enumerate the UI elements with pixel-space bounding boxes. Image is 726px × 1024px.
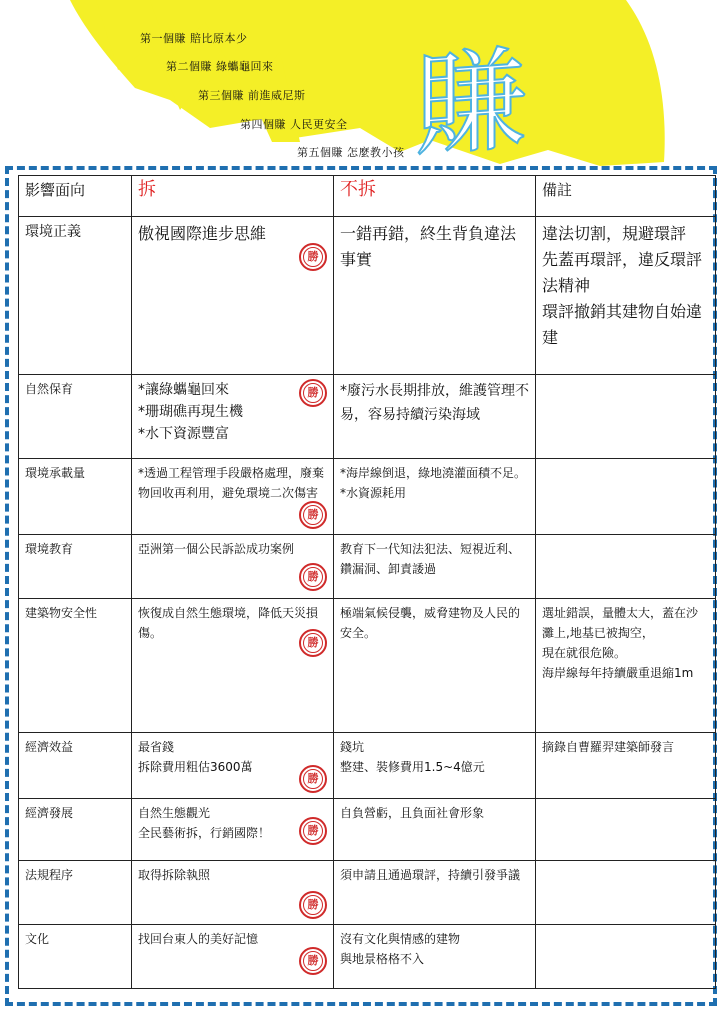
note-cell <box>536 535 716 599</box>
keep-cell: 自負營虧，且負面社會形象 <box>334 799 536 861</box>
earn-character: 賺 <box>415 35 527 173</box>
keep-cell: *海岸線倒退，綠地澆灌面積不足。 *水資源耗用 <box>334 459 536 535</box>
demolish-text: 取得拆除執照 <box>138 868 211 882</box>
table-row <box>19 861 716 925</box>
table-row <box>19 459 716 535</box>
stamp-label: 勝 <box>307 636 319 649</box>
note-cell <box>536 925 716 989</box>
keep-cell: 極端氣候侵襲，威脅建物及人民的安全。 <box>334 599 536 733</box>
stamp-label: 勝 <box>307 824 319 837</box>
table-header-row <box>19 176 716 217</box>
aspect-cell: 文化 <box>19 925 132 989</box>
demolish-cell <box>132 861 334 925</box>
note-cell <box>536 861 716 925</box>
demolish-text: 亞洲第一個公民訴訟成功案例 <box>138 542 295 556</box>
stamp-label: 勝 <box>307 772 319 785</box>
table-row <box>19 535 716 599</box>
table-row <box>19 733 716 799</box>
note-cell <box>536 799 716 861</box>
demolish-cell <box>132 925 334 989</box>
demolish-cell <box>132 375 334 459</box>
win-stamp <box>299 765 327 793</box>
demolish-text: 找回台東人的美好記憶 <box>138 932 259 946</box>
keep-cell: 須申請且通過環評，持續引發爭議 <box>334 861 536 925</box>
table-row <box>19 375 716 459</box>
aspect-cell: 環境正義 <box>19 217 132 375</box>
stamp-label: 勝 <box>307 508 319 521</box>
win-stamp <box>299 379 327 407</box>
comparison-table <box>18 175 716 989</box>
keep-cell: 沒有文化與情感的建物 與地景格格不入 <box>334 925 536 989</box>
stamp-label: 勝 <box>307 570 319 583</box>
header-note: 備註 <box>536 176 716 217</box>
demolish-cell <box>132 599 334 733</box>
note-cell <box>536 375 716 459</box>
keep-cell: 教育下一代知法犯法、短視近利、鑽漏洞、卸責諉過 <box>334 535 536 599</box>
demolish-cell <box>132 459 334 535</box>
header-demolish: 拆 <box>132 176 334 217</box>
aspect-cell: 經濟效益 <box>19 733 132 799</box>
win-stamp <box>299 243 327 271</box>
win-stamp <box>299 501 327 529</box>
demolish-cell <box>132 535 334 599</box>
demolish-cell <box>132 799 334 861</box>
demolish-cell <box>132 733 334 799</box>
table-row <box>19 217 716 375</box>
note-cell <box>536 459 716 535</box>
headline-1: 第一個賺 賠比原本少 <box>140 32 248 45</box>
headline-5: 第五個賺 怎麼教小孩 <box>297 146 405 159</box>
headline-4: 第四個賺 人民更安全 <box>240 118 348 131</box>
note-cell: 選址錯誤，量體太大，蓋在沙灘上,地基已被掏空， 現在就很危險。 海岸線每年持續嚴重退縮1m <box>536 599 716 733</box>
demolish-text: *讓綠蠵龜回來 *珊瑚礁再現生機 *水下資源豐富 <box>138 382 243 442</box>
table-row <box>19 799 716 861</box>
stamp-label: 勝 <box>307 386 319 399</box>
headline-2: 第二個賺 綠蠵龜回來 <box>166 60 274 73</box>
win-stamp <box>299 891 327 919</box>
keep-cell: 一錯再錯，終生背負違法事實 <box>334 217 536 375</box>
aspect-cell: 法規程序 <box>19 861 132 925</box>
demolish-text: 傲視國際進步思維 <box>138 224 267 243</box>
win-stamp <box>299 947 327 975</box>
table-row <box>19 925 716 989</box>
aspect-cell: 環境教育 <box>19 535 132 599</box>
win-stamp <box>299 629 327 657</box>
aspect-cell: 自然保育 <box>19 375 132 459</box>
keep-cell: *廢污水長期排放，維護管理不易，容易持續污染海域 <box>334 375 536 459</box>
stamp-label: 勝 <box>307 250 319 263</box>
headline-3: 第三個賺 前進威尼斯 <box>198 89 306 102</box>
demolish-cell <box>132 217 334 375</box>
win-stamp <box>299 817 327 845</box>
keep-cell: 錢坑 整建、裝修費用1.5~4億元 <box>334 733 536 799</box>
stamp-label: 勝 <box>307 954 319 967</box>
note-cell: 摘錄自曹羅羿建築師發言 <box>536 733 716 799</box>
header-aspect: 影響面向 <box>19 176 132 217</box>
win-stamp <box>299 563 327 591</box>
demolish-text: *透過工程管理手段嚴格處理，廢棄物回收再利用，避免環境二次傷害 <box>138 466 325 500</box>
note-cell: 違法切割，規避環評 先蓋再環評，違反環評法精神 環評撤銷其建物自始違建 <box>536 217 716 375</box>
table-row <box>19 599 716 733</box>
aspect-cell: 環境承載量 <box>19 459 132 535</box>
aspect-cell: 經濟發展 <box>19 799 132 861</box>
aspect-cell: 建築物安全性 <box>19 599 132 733</box>
demolish-text: 最省錢 拆除費用粗估3600萬 <box>138 740 253 774</box>
demolish-text: 恢復成自然生態環境，降低天災損傷。 <box>138 606 319 640</box>
header-keep: 不拆 <box>334 176 536 217</box>
demolish-text: 自然生態觀光 全民藝術拆，行銷國際！ <box>138 806 271 840</box>
stamp-label: 勝 <box>307 898 319 911</box>
